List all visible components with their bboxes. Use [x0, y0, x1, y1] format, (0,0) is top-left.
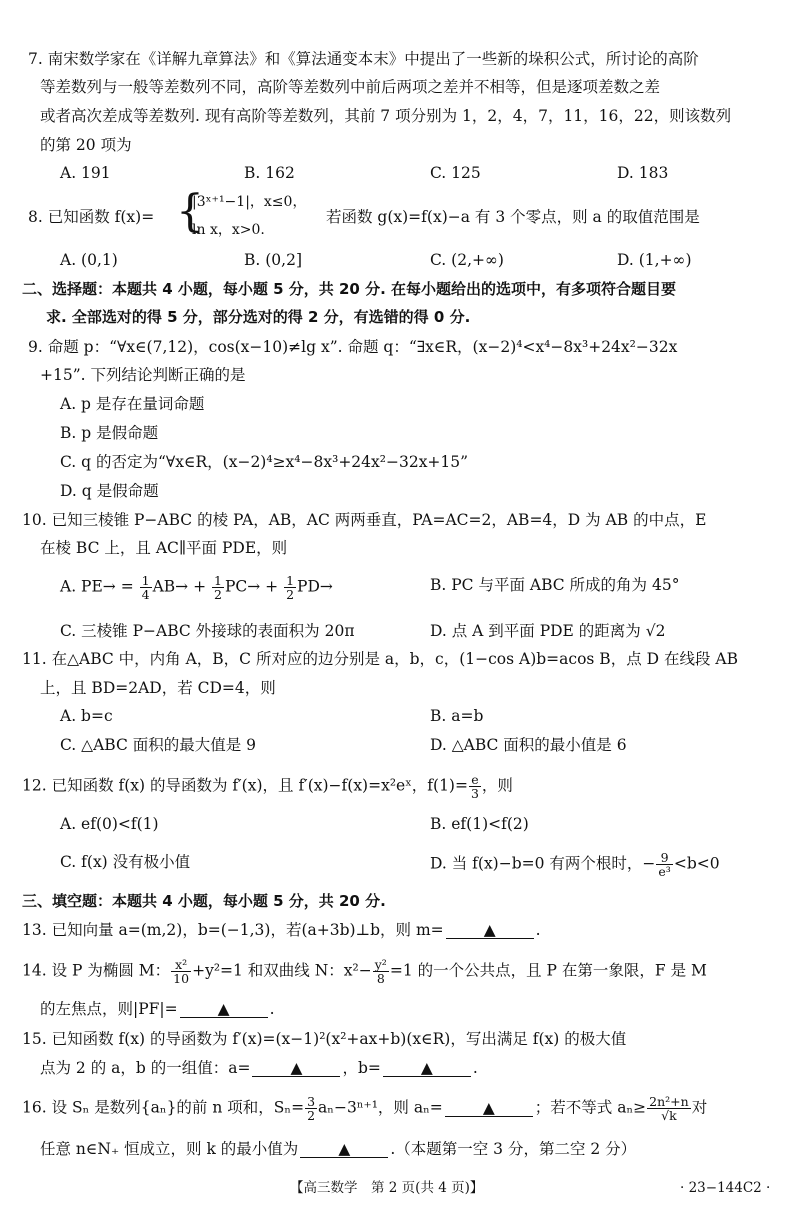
fraction: $\frac{1}{4}$ [141, 573, 150, 602]
q14-text-end: =1 的一个公共点，且 P 在第一象限，F 是 M [389, 961, 707, 980]
section-3-heading: 三、填空题：本题共 4 小题，每小题 5 分，共 20 分. [22, 892, 386, 910]
q11-line-2: 上，且 BD=2AD，若 CD=4，则 [40, 679, 276, 697]
q7-option-c: C. 125 [430, 164, 481, 182]
q16-scoring-note: .（本题第一空 3 分，第二空 2 分） [390, 1140, 637, 1158]
q9-option-c: C. q 的否定为“∀x∈R，(x−2)⁴≥x⁴−8x³+24x²−32x+15” [60, 453, 469, 471]
q10-line-2: 在棱 BC 上，且 AC∥平面 PDE，则 [40, 539, 288, 557]
fraction: $\frac{\text{y²}}{8}$ [374, 957, 387, 986]
q10-option-c: C. 三棱锥 P−ABC 外接球的表面积为 20π [60, 622, 355, 640]
q7-option-a: A. 191 [60, 164, 111, 182]
q14-text-mid: +y²=1 和双曲线 N：x²− [192, 961, 372, 980]
q16-line-2-text: 任意 n∈N₊ 恒成立，则 k 的最小值为 [40, 1140, 299, 1158]
q14-line-1 [22, 958, 707, 985]
page-footer: 【高三数学 第 2 页(共 4 页)】 [290, 1180, 484, 1196]
q12-option-d [430, 851, 720, 878]
q12-option-d-end: <b<0 [673, 854, 720, 873]
answer-blank[interactable]: ▲ [446, 922, 534, 939]
q16-text: 16. 设 Sₙ 是数列{aₙ}的前 n 项和，Sₙ= [22, 1098, 305, 1117]
q11-line-1: 11. 在△ABC 中，内角 A，B，C 所对应的边分别是 a，b，c，(1−cos A)b=acos B，点 D 在线段 AB [22, 650, 738, 668]
q14-end: . [269, 1000, 275, 1018]
paper-code: · 23−144C2 · [680, 1180, 771, 1196]
q15-b-label: ，b= [342, 1059, 381, 1077]
q10-option-d: D. 点 A 到平面 PDE 的距离为 √2 [430, 622, 666, 640]
q7-line-4: 的第 20 项为 [40, 136, 132, 154]
q15-line-2 [40, 1057, 478, 1079]
q13-text: 13. 已知向量 a=(m,2)，b=(−1,3)，若(a+3b)⊥b，则 m= [22, 921, 444, 939]
q7-line-3: 或者高次差成等差数列. 现有高阶等差数列，其前 7 项分别为 1，2，4，7，11，16，22，则该数列 [40, 107, 732, 125]
q11-option-b: B. a=b [430, 707, 484, 725]
section-2-instructions: 求. 全部选对的得 5 分，部分选对的得 2 分，有选错的得 0 分. [46, 308, 471, 326]
q14-line-2 [40, 998, 275, 1020]
vector-term: PD→ [297, 577, 333, 596]
q9-option-d: D. q 是假命题 [60, 482, 159, 500]
q8-option-d: D. (1,+∞) [617, 251, 692, 269]
q16-line-1 [22, 1095, 707, 1122]
fraction: $\frac{\text{x²}}{10}$ [173, 957, 190, 986]
q8-option-c: C. (2,+∞) [430, 251, 504, 269]
q8-prefix: 8. 已知函数 f(x)= [28, 208, 155, 226]
q9-option-a: A. p 是存在量词命题 [60, 395, 205, 413]
q10-line-1: 10. 已知三棱锥 P−ABC 的棱 PA，AB，AC 两两垂直，PA=AC=2，AB=4，D 为 AB 的中点，E [22, 511, 707, 529]
q9-option-b: B. p 是假命题 [60, 424, 159, 442]
q8-case-1: |3ˣ⁺¹−1|，x≤0， [192, 194, 307, 210]
q8-option-a: A. (0,1) [60, 251, 118, 269]
fraction: $\frac{1}{2}$ [214, 573, 222, 602]
q15-line-2-text: 点为 2 的 a，b 的一组值：a= [40, 1059, 251, 1077]
q16-line-2 [40, 1138, 636, 1160]
q13-end: . [535, 921, 541, 939]
answer-blank-2[interactable]: ▲ [300, 1141, 388, 1158]
fraction: $\frac{\text{2n²+n}}{√k}$ [649, 1094, 689, 1123]
q8-option-b: B. (0,2] [244, 251, 302, 269]
q16-text-mid-2: ；若不等式 aₙ≥ [534, 1098, 647, 1117]
q9-line-2: +15”. 下列结论判断正确的是 [40, 366, 246, 384]
q12-option-d-text: D. 当 f(x)−b=0 有两个根时，− [430, 854, 656, 873]
q7-line-1: 7. 南宋数学家在《详解九章算法》和《算法通变本末》中提出了一些新的垛积公式，所讨论的高阶 [28, 50, 699, 68]
q12-option-b: B. ef(1)<f(2) [430, 815, 529, 833]
vector-term: AB→ + [152, 577, 211, 596]
q14-line-2-text: 的左焦点，则|PF|= [40, 1000, 178, 1018]
section-2-heading: 二、选择题：本题共 4 小题，每小题 5 分，共 20 分. 在每小题给出的选项中，有多项符合题目要 [22, 280, 677, 298]
q11-option-d: D. △ABC 面积的最小值是 6 [430, 736, 627, 754]
answer-blank-1[interactable]: ▲ [445, 1100, 533, 1117]
q15-end: . [472, 1059, 478, 1077]
q10-option-a-prefix: A. PE→ = [60, 577, 139, 596]
q11-option-c: C. △ABC 面积的最大值是 9 [60, 736, 257, 754]
fraction: $\frac{3}{2}$ [307, 1094, 316, 1123]
q12-option-c: C. f(x) 没有极小值 [60, 853, 191, 871]
q10-option-b: B. PC 与平面 ABC 所成的角为 45° [430, 576, 680, 594]
q8-suffix: 若函数 g(x)=f(x)−a 有 3 个零点，则 a 的取值范围是 [326, 208, 700, 226]
answer-blank[interactable]: ▲ [180, 1001, 268, 1018]
q12-stem-text: 12. 已知函数 f(x) 的导函数为 f′(x)，且 f′(x)−f(x)=x²eˣ，f(1)= [22, 776, 468, 795]
q12-stem [22, 773, 513, 800]
vector-term: PC→ + [224, 577, 284, 596]
q7-option-d: D. 183 [617, 164, 669, 182]
q16-text-mid: aₙ−3ⁿ⁺¹，则 aₙ= [318, 1098, 443, 1117]
q15-line-1: 15. 已知函数 f(x) 的导函数为 f′(x)=(x−1)²(x²+ax+b)(x∈R)，写出满足 f(x) 的极大值 [22, 1030, 627, 1048]
q7-line-2: 等差数列与一般等差数列不同，高阶等差数列中前后两项之差并不相等，但是逐项差数之差 [40, 78, 661, 96]
q7-option-b: B. 162 [244, 164, 295, 182]
answer-blank-a[interactable]: ▲ [252, 1060, 340, 1077]
answer-blank-b[interactable]: ▲ [383, 1060, 471, 1077]
q13-line [22, 919, 541, 941]
fraction: $\frac{e}{3}$ [470, 772, 479, 801]
q14-text: 14. 设 P 为椭圆 M： [22, 961, 171, 980]
q10-option-a [60, 574, 333, 601]
q16-text-end: 对 [691, 1098, 708, 1117]
q9-line-1: 9. 命题 p：“∀x∈(7,12)，cos(x−10)≠lg x”. 命题 q：“∃x∈R，(x−2)⁴<x⁴−8x³+24x²−32x [28, 338, 678, 356]
q8-case-2: ln x，x>0. [192, 222, 265, 238]
q11-option-a: A. b=c [60, 707, 113, 725]
piecewise-brace: { [176, 186, 204, 237]
fraction: $\frac{1}{2}$ [286, 573, 295, 602]
q12-option-a: A. ef(0)<f(1) [60, 815, 159, 833]
fraction: $\frac{9}{\text{e³}}$ [658, 850, 671, 879]
q12-stem-end: ，则 [481, 776, 513, 795]
